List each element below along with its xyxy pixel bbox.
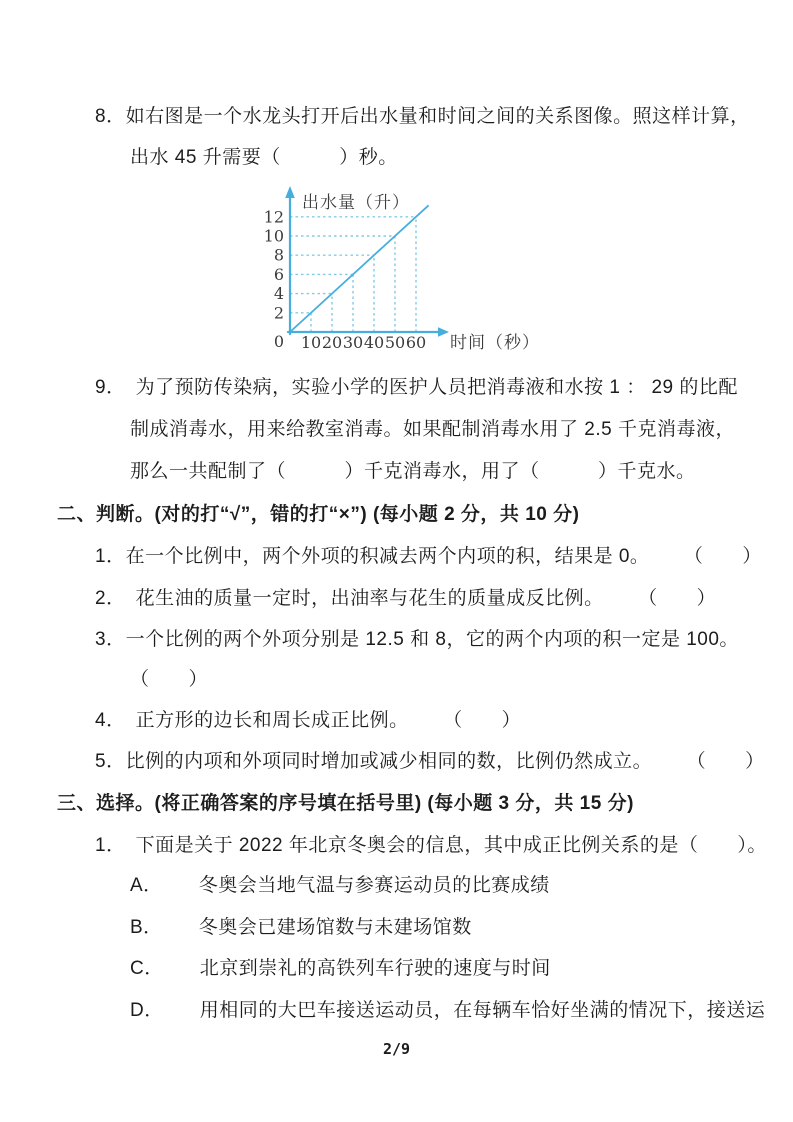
section-judge-heading: 二、判断。(对的打“√”，错的打“×”) (每小题 2 分，共 10 分): [57, 504, 580, 525]
svg-text:10: 10: [263, 226, 284, 246]
choice-option-a-text: 冬奥会当地气温与参赛运动员的比赛成绩: [198, 875, 550, 896]
svg-text:40: 40: [363, 333, 385, 352]
svg-text:30: 30: [342, 333, 364, 352]
choice-option-b: [130, 917, 472, 940]
judge-item-1-answer-blank: （ ）: [693, 546, 762, 567]
choice-option-c-label: C．: [130, 958, 164, 979]
svg-text:60: 60: [405, 333, 427, 352]
judge-item-5-text: 5．比例的内项和外项同时增加或减少相同的数，比例仍然成立。: [95, 751, 653, 772]
judge-item-4: [95, 710, 521, 733]
svg-text:2: 2: [273, 303, 284, 323]
svg-text:时间（秒）: 时间（秒）: [450, 333, 540, 353]
svg-text:50: 50: [384, 333, 406, 352]
choice-option-d-text: 用相同的大巴车接送运动员，在每辆车恰好坐满的情况下，接送运: [199, 1000, 766, 1021]
choice-option-c: [130, 958, 551, 981]
judge-item-5: [95, 751, 765, 774]
section-choice-heading: 三、选择。(将正确答案的序号填在括号里) (每小题 3 分，共 15 分): [57, 793, 634, 814]
svg-text:12: 12: [263, 207, 284, 227]
choice-option-d: [130, 1000, 765, 1023]
judge-item-2-answer-blank: （ ）: [647, 588, 717, 609]
judge-item-3-text: 3．一个比例的两个外项分别是 12.5 和 8，它的两个内项的积一定是 100。: [95, 629, 739, 650]
water-flow-chart: [242, 180, 552, 380]
question-9-line-2: 制成消毒水，用来给教室消毒。如果配制消毒水用了 2.5 千克消毒液，: [130, 419, 735, 440]
svg-text:20: 20: [321, 333, 343, 352]
judge-item-1: [95, 546, 762, 569]
choice-option-d-label: D．: [130, 1000, 164, 1021]
svg-text:8: 8: [273, 245, 284, 265]
judge-item-5-answer-blank: （ ）: [696, 751, 765, 772]
choice-question-1: 1． 下面是关于 2022 年北京冬奥会的信息，其中成正比例关系的是（ ）。: [95, 835, 767, 856]
judge-item-1-text: 1．在一个比例中，两个外项的积减去两个内项的积，结果是 0。: [95, 546, 650, 567]
choice-option-a: [130, 875, 550, 898]
svg-text:0: 0: [273, 332, 284, 351]
question-8-line-2: 出水 45 升需要（ ）秒。: [130, 147, 398, 168]
svg-text:6: 6: [273, 264, 284, 284]
choice-option-b-label: B．: [130, 917, 163, 938]
choice-option-c-text: 北京到崇礼的高铁列车行驶的速度与时间: [199, 958, 551, 979]
choice-option-a-label: A．: [130, 875, 163, 896]
judge-item-2: [95, 588, 716, 611]
question-9-line-1: 9． 为了预防传染病，实验小学的医护人员把消毒液和水按 1 ： 29 的比配: [95, 377, 738, 398]
judge-item-4-answer-blank: （ ）: [452, 710, 522, 731]
judge-item-4-text: 4． 正方形的边长和周长成正比例。: [95, 710, 409, 731]
svg-text:10: 10: [300, 333, 322, 352]
svg-text:4: 4: [273, 284, 284, 304]
judge-item-3-answer-blank: （ ）: [130, 669, 209, 690]
question-8-line-1: 8．如右图是一个水龙头打开后出水量和时间之间的关系图像。照这样计算，: [95, 106, 750, 127]
svg-text:出水量（升）: 出水量（升）: [302, 193, 410, 213]
choice-option-b-text: 冬奥会已建场馆数与未建场馆数: [198, 917, 472, 938]
judge-item-2-text: 2． 花生油的质量一定时，出油率与花生的质量成反比例。: [95, 588, 604, 609]
question-9-line-3: 那么一共配制了（ ）千克消毒水，用了（ ）千克水。: [130, 461, 696, 482]
page-number: 2/9: [382, 1040, 411, 1058]
